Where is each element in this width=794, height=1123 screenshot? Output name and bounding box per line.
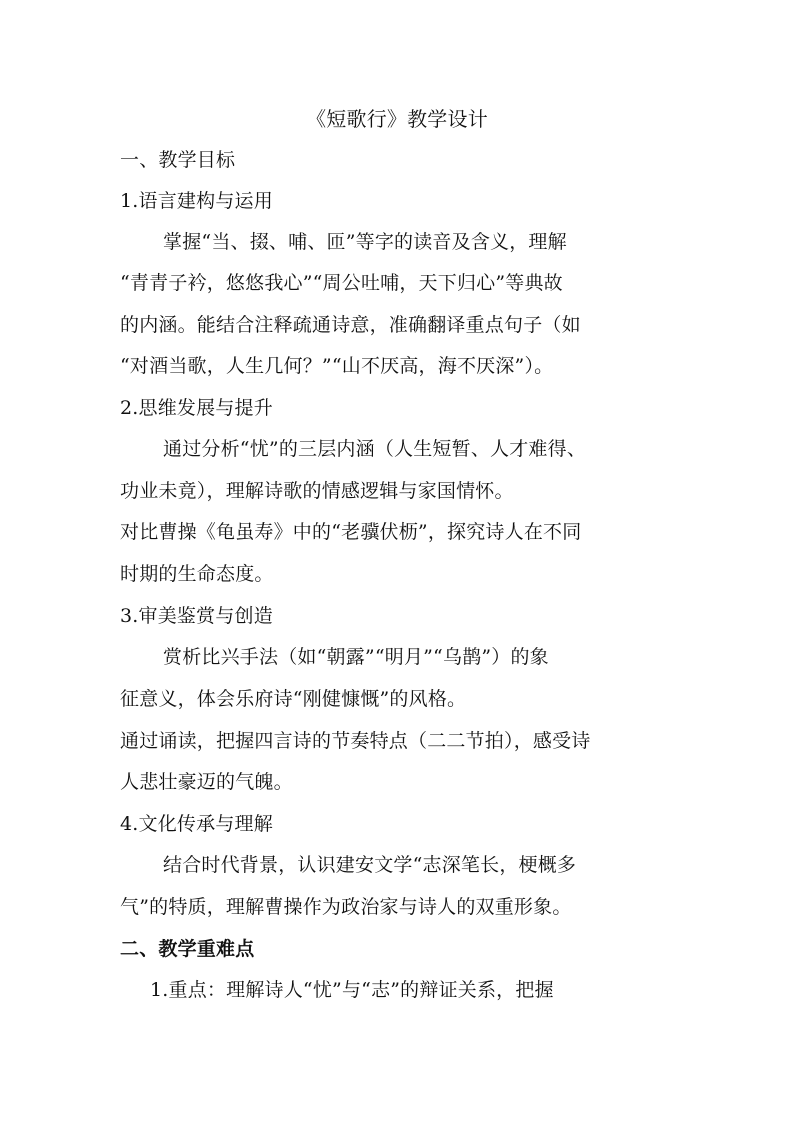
document-title: 《短歌行》教学设计 — [306, 107, 488, 131]
paragraph-line: 结合时代背景，认识建安文学“志深笔长，梗概多 — [163, 854, 577, 876]
paragraph-line: 赏析比兴手法（如“朝露”“明月”“乌鹊”）的象 — [163, 646, 549, 668]
paragraph-line: 掌握“当、掇、哺、匝”等字的读音及含义，理解 — [163, 231, 567, 253]
section-heading-key-difficult-points: 二、教学重难点 — [120, 938, 255, 960]
paragraph-line: 人悲壮豪迈的气魄。 — [120, 771, 293, 793]
paragraph-line: “对酒当歌，人生几何？”“山不厌高，海不厌深”）。 — [120, 355, 554, 377]
paragraph-line: 通过分析“忧”的三层内涵（人生短暂、人才难得、 — [163, 438, 587, 460]
paragraph-line: 对比曹操《龟虽寿》中的“老骥伏枥”，探究诗人在不同 — [120, 521, 582, 543]
section-heading-teaching-goals: 一、教学目标 — [120, 149, 236, 171]
goal-heading-thinking: 2.思维发展与提升 — [120, 397, 273, 419]
paragraph-line: 征意义，体会乐府诗“刚健慷慨”的风格。 — [120, 688, 467, 710]
paragraph-line: “青青子衿，悠悠我心”“周公吐哺，天下归心”等典故 — [120, 272, 563, 294]
paragraph-line: 的内涵。能结合注释疏通诗意，准确翻译重点句子（如 — [120, 314, 581, 336]
goal-heading-language: 1.语言建构与运用 — [120, 190, 273, 212]
goal-heading-culture: 4.文化传承与理解 — [120, 813, 273, 835]
paragraph-line: 时期的生命态度。 — [120, 563, 274, 585]
paragraph-line: 气”的特质，理解曹操作为政治家与诗人的双重形象。 — [120, 896, 572, 918]
paragraph-line: 1.重点：理解诗人“忧”与“志”的辩证关系，把握 — [150, 979, 554, 1001]
paragraph-line: 通过诵读，把握四言诗的节奏特点（二二节拍），感受诗 — [120, 730, 591, 752]
goal-heading-aesthetics: 3.审美鉴赏与创造 — [120, 605, 273, 627]
paragraph-line: 功业未竟），理解诗歌的情感逻辑与家国情怀。 — [120, 480, 514, 502]
